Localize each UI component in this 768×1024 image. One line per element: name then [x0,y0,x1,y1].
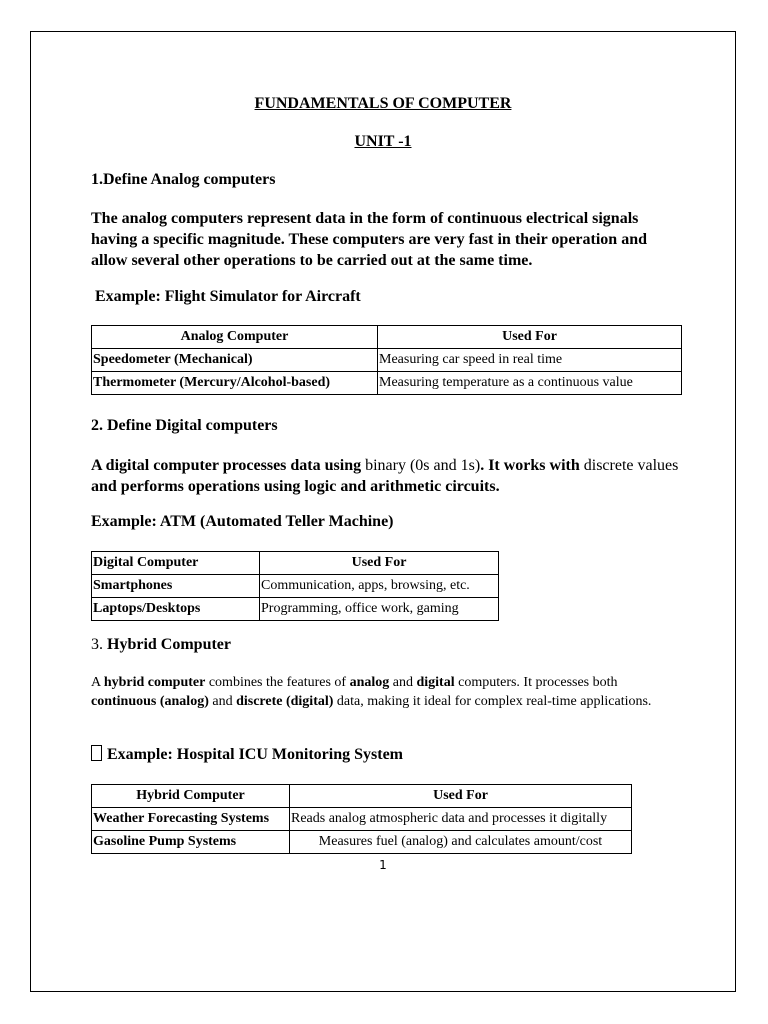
para-text: A [91,675,104,690]
table-row [92,372,682,395]
para-text: digital [416,675,455,690]
table-cell: Measuring temperature as a continuous value [378,372,682,395]
heading-text: Hybrid Computer [107,636,231,653]
table-row [92,575,499,598]
section-2-example: Example: ATM (Automated Teller Machine) [91,513,394,530]
para-text: and [389,675,417,690]
para-text: continuous (analog) [91,694,209,709]
table-cell: Laptops/Desktops [92,598,260,621]
section-1-paragraph: The analog computers represent data in the form of continuous electrical signals having a specific magnitude. These computers are very fast in their operation and allow several other operations to be carried out at the same time. [91,210,647,269]
digital-table [91,551,499,621]
table-header: Used For [290,785,632,808]
table-cell: Programming, office work, gaming [260,598,499,621]
analog-table [91,325,682,395]
table-header: Used For [378,326,682,349]
section-1-example: Example: Flight Simulator for Aircraft [91,288,361,305]
hybrid-table [91,784,632,854]
table-row [92,831,632,854]
table-cell: Gasoline Pump Systems [92,831,290,854]
table-header-row [92,785,632,808]
para-text: A digital computer processes data using [91,457,366,474]
section-3-example [91,745,403,764]
para-text: combines the features of [205,675,350,690]
section-3-heading [91,636,231,654]
table-cell: Smartphones [92,575,260,598]
example-text: Example: Hospital ICU Monitoring System [103,746,403,763]
table-row [92,349,682,372]
table-cell: Reads analog atmospheric data and processes it digitally [290,808,632,831]
missing-glyph-icon [91,745,102,761]
para-text: . It works with [480,457,584,474]
para-text: computers. It processes both [454,675,618,690]
section-2-heading: 2. Define Digital computers [91,417,278,434]
table-cell: Measures fuel (analog) and calculates amount/cost [290,831,632,854]
table-header: Digital Computer [92,552,260,575]
table-cell: Communication, apps, browsing, etc. [260,575,499,598]
table-header: Hybrid Computer [92,785,290,808]
section-1-heading: 1.Define Analog computers [91,171,276,188]
table-row [92,598,499,621]
section-3-paragraph [91,673,681,711]
para-text: and performs operations using logic and arithmetic circuits. [91,478,500,495]
table-cell: Speedometer (Mechanical) [92,349,378,372]
table-header-row [92,326,682,349]
para-text: discrete (digital) [236,694,334,709]
para-text: analog [349,675,390,690]
unit-title: UNIT -1 [354,133,412,150]
para-text: data, making it ideal for complex real-time applications. [333,694,652,709]
table-cell: Thermometer (Mercury/Alcohol-based) [92,372,378,395]
table-cell: Measuring car speed in real time [378,349,682,372]
table-header: Used For [260,552,499,575]
section-2-paragraph [91,455,681,497]
document-title: FUNDAMENTALS OF COMPUTER [254,95,512,112]
page-number: 1 [379,858,387,872]
para-text: binary (0s and 1s) [365,457,481,474]
para-text: hybrid computer [103,675,206,690]
table-header: Analog Computer [92,326,378,349]
table-header-row [92,552,499,575]
para-text: and [208,694,237,709]
para-text: discrete values [583,457,679,474]
table-cell: Weather Forecasting Systems [92,808,290,831]
heading-number: 3. [91,636,107,653]
page [30,31,736,992]
table-row [92,808,632,831]
